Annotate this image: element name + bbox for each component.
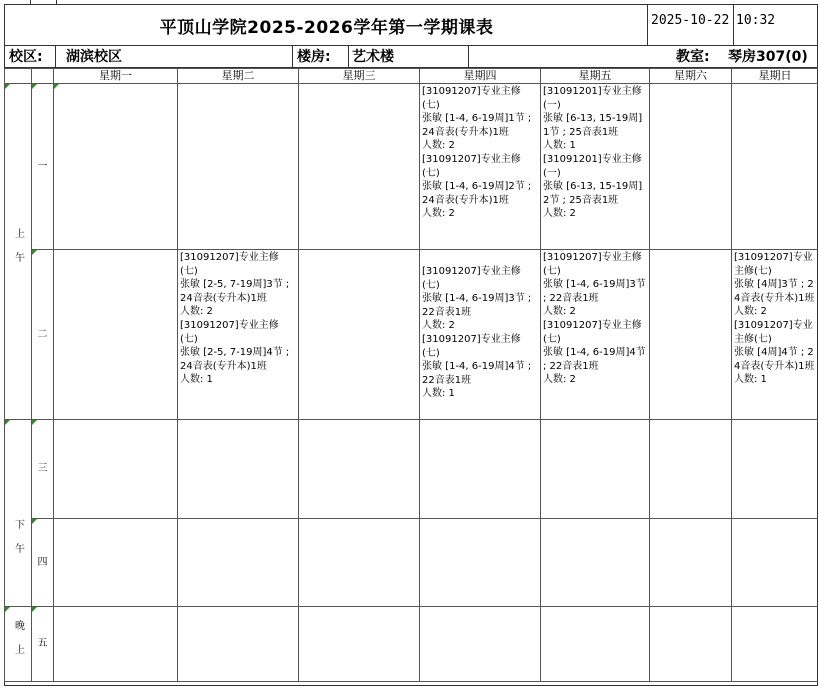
cell-p2-sat[interactable] (650, 250, 732, 420)
weekday-wed: 星期三 (299, 69, 420, 84)
period-row-2 (5, 250, 818, 420)
cell-p4-mon[interactable] (54, 519, 178, 607)
cell-p4-thu[interactable] (420, 519, 541, 607)
cell-p3-wed[interactable] (299, 420, 420, 519)
cell-p3-mon[interactable] (54, 420, 178, 519)
cell-p5-thu[interactable] (420, 607, 541, 682)
cell-p1-sat[interactable] (650, 84, 732, 250)
session-evening-text: 晚上 (12, 620, 24, 668)
page-title: 平顶山学院2025-2026学年第一学期课表 (159, 17, 494, 38)
period-label-2: 二 (32, 250, 54, 420)
period-label-3: 三 (32, 420, 54, 519)
cell-p1-mon[interactable] (54, 84, 178, 250)
cell-p1-sun[interactable] (732, 84, 818, 250)
room-label: 教室: (676, 49, 710, 65)
cell-p4-fri[interactable] (541, 519, 650, 607)
period-label-5: 五 (32, 607, 54, 682)
cell-p1-wed[interactable] (299, 84, 420, 250)
cell-p2-fri[interactable]: [31091207]专业主修(七) 张敏 [1-4, 6-19周]3节 ; 22音表1班 人数: 2 [31091207]专业主修(七) 张敏 [1-4, 6-19周]4节 ; 22音表1班 人数: 2 (541, 250, 650, 420)
session-morning (5, 84, 32, 420)
print-date: 2025-10-22 (651, 13, 730, 28)
cell-p1-tue[interactable] (178, 84, 299, 250)
weekday-mon: 星期一 (54, 69, 178, 84)
period-row-4 (5, 519, 818, 607)
cell-p3-thu[interactable] (420, 420, 541, 519)
campus-value: 湖滨校区 (66, 49, 122, 65)
weekday-sun: 星期日 (732, 69, 818, 84)
cell-p5-mon[interactable] (54, 607, 178, 682)
room-value: 琴房307(0) (728, 49, 808, 65)
cell-p5-fri[interactable] (541, 607, 650, 682)
period-label-1: 一 (32, 84, 54, 250)
timetable (4, 68, 818, 682)
session-evening (5, 607, 32, 682)
session-afternoon (5, 420, 32, 607)
period-row-3 (5, 420, 818, 519)
period-row-5 (5, 607, 818, 682)
session-morning-char1: 上午 (12, 227, 24, 276)
cell-p3-fri[interactable] (541, 420, 650, 519)
cell-p5-sun[interactable] (732, 607, 818, 682)
cell-p2-thu[interactable]: [31091207]专业主修(七) 张敏 [1-4, 6-19周]3节 ; 22音表1班 人数: 2 [31091207]专业主修(七) 张敏 [1-4, 6-19周]4节 ; 22音表1班 人数: 1 (420, 250, 541, 420)
cell-p3-sun[interactable] (732, 420, 818, 519)
cell-p1-fri[interactable]: [31091201]专业主修(一) 张敏 [6-13, 15-19周]1节 ; 25音表1班 人数: 1 [31091201]专业主修(一) 张敏 [6-13, 15-19周]2节 ; 25音表1班 人数: 2 (541, 84, 650, 250)
building-label: 楼房: (297, 49, 331, 65)
cell-p4-wed[interactable] (299, 519, 420, 607)
weekday-thu: 星期四 (420, 69, 541, 84)
weekday-tue: 星期二 (178, 69, 299, 84)
cell-p4-sat[interactable] (650, 519, 732, 607)
cell-p3-sat[interactable] (650, 420, 732, 519)
cell-p1-thu[interactable]: [31091207]专业主修(七) 张敏 [1-4, 6-19周]1节 ; 24音表(专升本)1班 人数: 2 [31091207]专业主修(七) 张敏 [1-4, 6-19周]2节 ; 24音表(专升本)1班 人数: 2 (420, 84, 541, 250)
cell-p2-mon[interactable] (54, 250, 178, 420)
weekday-sat: 星期六 (650, 69, 732, 84)
cell-p4-sun[interactable] (732, 519, 818, 607)
session-afternoon-text: 下午 (12, 519, 24, 567)
cell-p4-tue[interactable] (178, 519, 299, 607)
cell-p5-wed[interactable] (299, 607, 420, 682)
building-value: 艺术楼 (352, 49, 394, 65)
weekday-header-row (5, 69, 818, 84)
cell-p2-wed[interactable] (299, 250, 420, 420)
campus-label: 校区: (9, 49, 43, 65)
print-time: 10:32 (736, 13, 776, 28)
cell-p3-tue[interactable] (178, 420, 299, 519)
corner-cell (32, 69, 54, 84)
cell-p2-tue[interactable]: [31091207]专业主修(七) 张敏 [2-5, 7-19周]3节 ; 24音表(专升本)1班 人数: 2 [31091207]专业主修(七) 张敏 [2-5, 7-19周]4节 ; 24音表(专升本)1班 人数: 1 (178, 250, 299, 420)
cell-p5-tue[interactable] (178, 607, 299, 682)
period-label-4: 四 (32, 519, 54, 607)
period-row-1 (5, 84, 818, 250)
weekday-fri: 星期五 (541, 69, 650, 84)
cell-p5-sat[interactable] (650, 607, 732, 682)
cell-p2-sun[interactable]: [31091207]专业主修(七) 张敏 [4周]3节 ; 24音表(专升本)1班 人数: 2 [31091207]专业主修(七) 张敏 [4周]4节 ; 24音表(专升本)1班 人数: 1 (732, 250, 818, 420)
corner-cell (5, 69, 32, 84)
